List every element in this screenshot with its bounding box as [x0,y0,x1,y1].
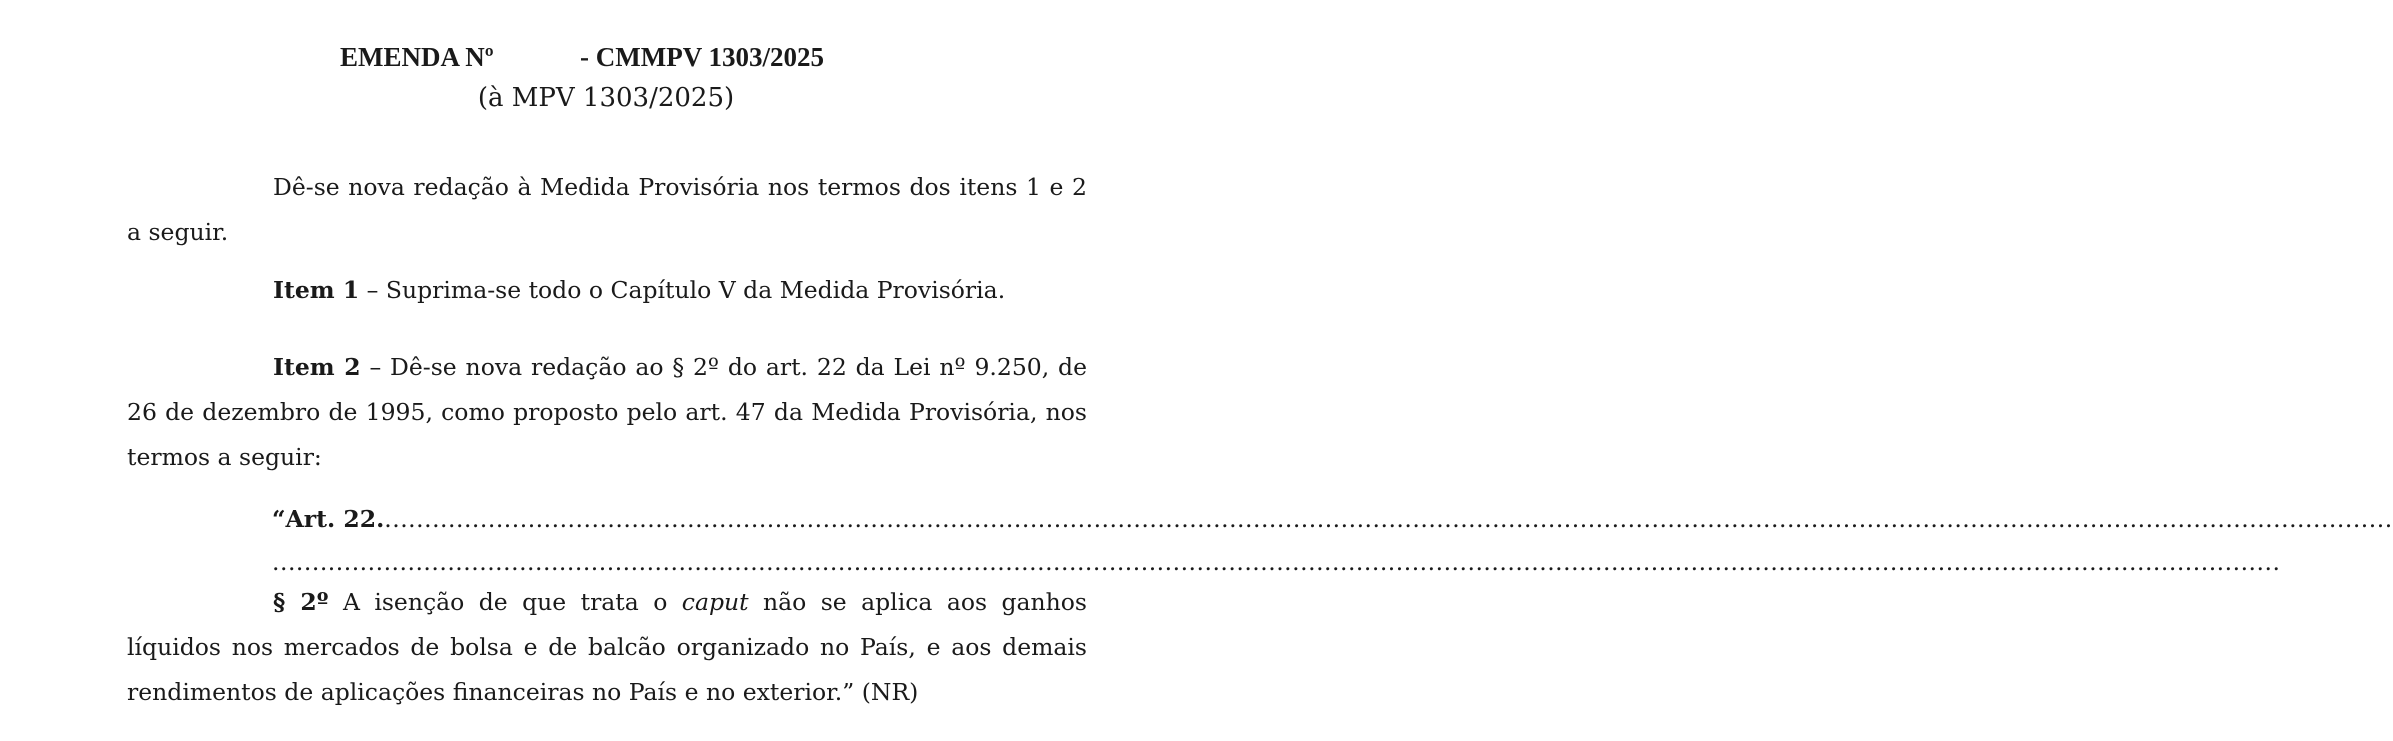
paragraph-2-label: § 2º [273,588,329,616]
article-dot-leader: ............................................................................................................................................................................................................................................................ [384,505,2393,533]
item-2-label: Item 2 [273,353,361,381]
item-1-paragraph [127,268,1087,313]
article-heading-line [272,497,2393,541]
amendment-title [0,42,1200,78]
committee-reference: - CMMPV 1303/2025 [580,42,824,72]
item-1-text: – Suprima-se todo o Capítulo V da Medida Provisória. [359,276,1006,304]
intro-paragraph: Dê-se nova redação à Medida Provisória nos termos dos itens 1 e 2 a seguir. [127,173,1087,246]
mpv-reference: (à MPV 1303/2025) [477,83,735,113]
article-label: Art. 22. [285,505,385,533]
item-1-label: Item 1 [273,276,360,304]
amendment-number-label: EMENDA Nº [340,42,494,72]
paragraph-2-text-before: A isenção de que trata o [328,588,682,616]
omitted-content-dot-line: ............................................................................................................................................................................................................................................................ [272,548,2281,576]
paragraph-2-text [127,580,1087,715]
paragraph-2-text-after: não se aplica aos ganhos líquidos nos mercados de bolsa e de balcão organizado no País, e aos demais rendimentos de aplicações financeiras no País e no exterior.” (NR) [127,588,1087,706]
open-quote: “ [272,505,286,533]
caput-italic: caput [681,588,749,616]
item-2-text: – Dê-se nova redação ao § 2º do art. 22 da Lei nº 9.250, de 26 de dezembro de 1995, como proposto pelo art. 47 da Medida Provisória, nos termos a seguir: [127,353,1088,471]
item-2-paragraph [127,345,1087,480]
